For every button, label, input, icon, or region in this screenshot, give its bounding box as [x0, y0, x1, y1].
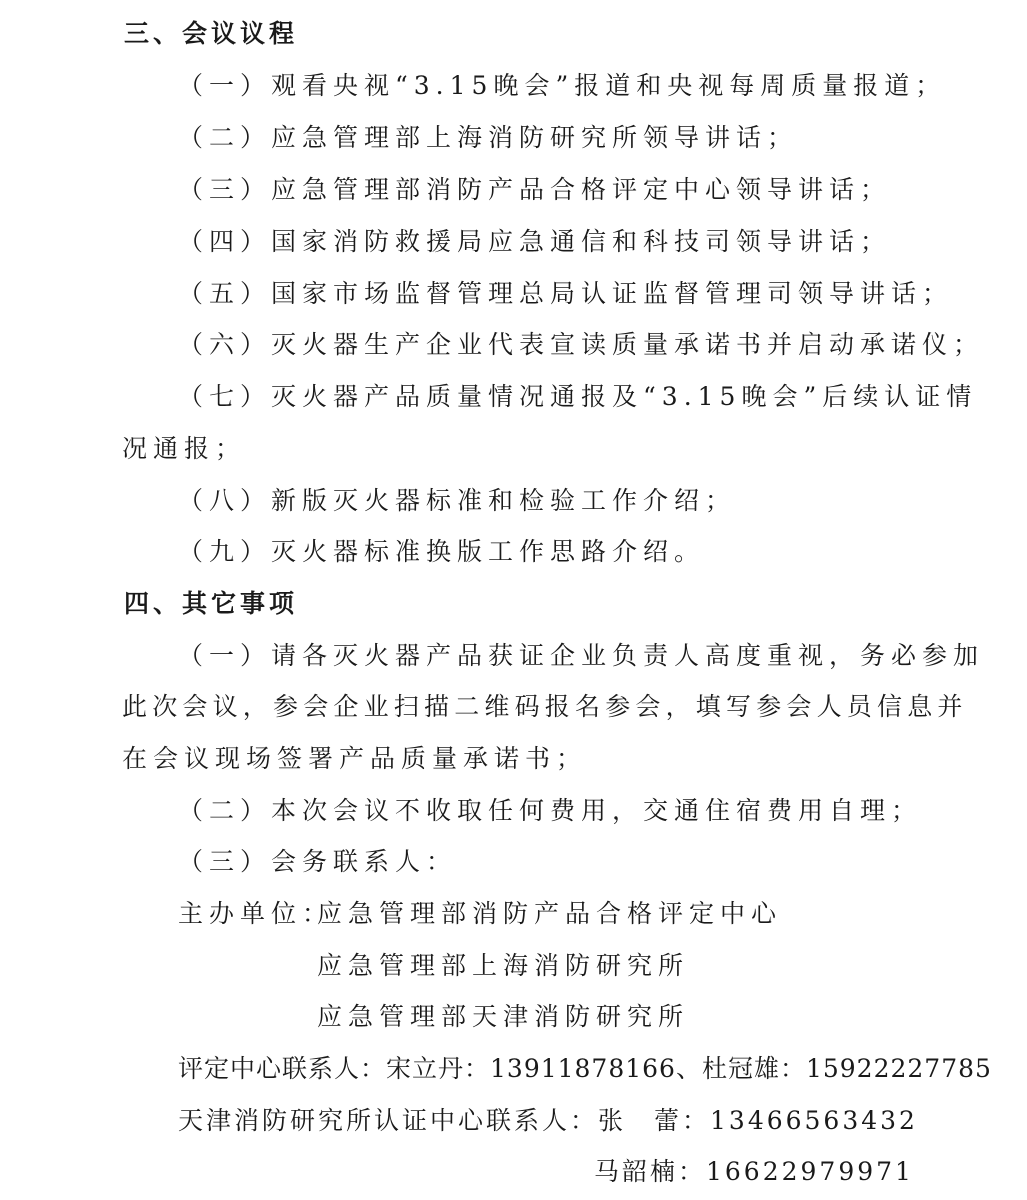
section-4-heading: 四、其它事项 — [124, 589, 299, 618]
agenda-item-7: （七）灭火器产品质量情况通报及“3.15晚会”后续认证情 — [178, 382, 978, 411]
center-contact: 评定中心联系人：宋立丹：13911878166、杜冠雄：15922227785 — [178, 1054, 992, 1083]
organizer-unit-1: 应急管理部消防产品合格评定中心 — [317, 899, 783, 928]
tianjin-contact: 天津消防研究所认证中心联系人：张 蕾：13466563432 — [178, 1106, 918, 1135]
other-item-1-line-1: （一）请各灭火器产品获证企业负责人高度重视，务必参加 — [178, 641, 985, 670]
section-3-heading: 三、会议议程 — [124, 19, 299, 48]
organizer-unit-2: 应急管理部上海消防研究所 — [317, 951, 690, 980]
agenda-item-1: （一）观看央视“3.15晚会”报道和央视每周质量报道； — [178, 71, 947, 100]
other-item-3: （三）会务联系人： — [178, 847, 458, 876]
tianjin-contact-2: 马韶楠：16622979971 — [594, 1157, 914, 1186]
other-item-1-line-2: 此次会议，参会企业扫描二维码报名参会，填写参会人员信息并 — [122, 692, 968, 721]
agenda-item-5: （五）国家市场监督管理总局认证监督管理司领导讲话； — [178, 279, 954, 308]
agenda-item-6: （六）灭火器生产企业代表宣读质量承诺书并启动承诺仪； — [178, 330, 985, 359]
agenda-item-7-continued: 况通报； — [122, 434, 247, 463]
other-item-1-line-3: 在会议现场签署产品质量承诺书； — [122, 744, 588, 773]
organizer-label: 主办单位： — [178, 899, 334, 928]
agenda-item-4: （四）国家消防救援局应急通信和科技司领导讲话； — [178, 227, 892, 256]
other-item-2: （二）本次会议不收取任何费用，交通住宿费用自理； — [178, 796, 923, 825]
agenda-item-8: （八）新版灭火器标准和检验工作介绍； — [178, 486, 737, 515]
agenda-item-9: （九）灭火器标准换版工作思路介绍。 — [178, 537, 706, 566]
organizer-unit-3: 应急管理部天津消防研究所 — [317, 1002, 690, 1031]
agenda-item-3: （三）应急管理部消防产品合格评定中心领导讲话； — [178, 175, 892, 204]
agenda-item-2: （二）应急管理部上海消防研究所领导讲话； — [178, 123, 799, 152]
